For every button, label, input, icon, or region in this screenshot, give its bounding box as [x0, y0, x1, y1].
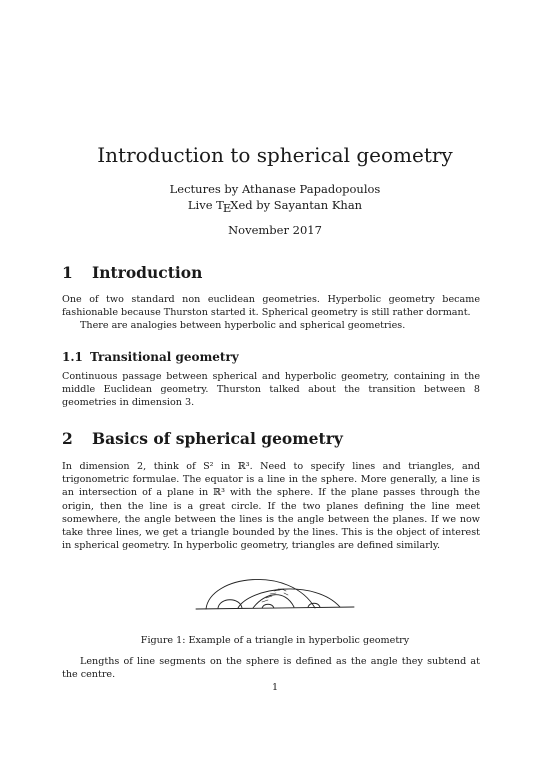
- section-1-body: [62, 293, 480, 333]
- figure-arc: [262, 604, 274, 608]
- section-2-heading: [62, 430, 343, 448]
- paragraph: There are analogies between hyperbolic and spherical geometries.: [80, 320, 406, 332]
- figure-caption: Figure 1: Example of a triangle in hyperbolic geometry: [140, 635, 410, 646]
- subsection-number: 1.1: [62, 350, 83, 364]
- section-number: 1: [62, 263, 73, 282]
- texer-line: Live TEXed by Sayantan Khan: [187, 198, 363, 215]
- paragraph: Continuous passage between spherical and hyperbolic geometry, containing in the middle Euclidean geometry. Thurston talked about the transition between 8 geometries in dimension 3.: [62, 371, 480, 409]
- figure-arc: [238, 589, 340, 608]
- paragraph: In dimension 2, think of S² in ℝ³. Need to specify lines and triangles, and trigonometric formulae. The equator is a line in the sphere. More generally, a line is an intersection of a plane in ℝ³ with the sphere. If the plane passes through the origin, then the line is a great circle. If the two planes defining the line meet somewhere, the angle between the lines is the angle between the planes. If we now take three lines, we get a triangle bounded by the lines. This is the object of interest in spherical geometry. In hyperbolic geometry, triangles are defined similarly.: [62, 461, 480, 552]
- page-number: 1: [271, 682, 279, 693]
- section-title: Basics of spherical geometry: [92, 429, 343, 448]
- section-2-body: [62, 460, 480, 552]
- figure-arc: [253, 595, 294, 608]
- section-1-heading: [62, 264, 202, 282]
- paper-title: Introduction to spherical geometry: [97, 143, 453, 167]
- section-title: Introduction: [92, 263, 203, 282]
- subsection-title: Transitional geometry: [90, 350, 239, 364]
- figure-hatching: [262, 589, 288, 602]
- date-line: November 2017: [228, 223, 322, 237]
- subsection-1-1-heading: [62, 350, 239, 364]
- subsection-1-1-body: [62, 370, 480, 410]
- paragraph: One of two standard non euclidean geometries. Hyperbolic geometry became fashionable because Thurston started it. Spherical geometry is still rather dormant.: [62, 294, 480, 319]
- hyperbolic-triangle-figure: [190, 567, 360, 615]
- lecturer-line: Lectures by Athanase Papadopoulos: [169, 182, 381, 196]
- figure-baseline: [196, 607, 354, 609]
- figure-arc: [206, 579, 315, 609]
- paragraph: Lengths of line segments on the sphere is defined as the angle they subtend at the centre.: [62, 656, 480, 681]
- section-number: 2: [62, 429, 73, 448]
- section-2-body-continued: [62, 655, 480, 681]
